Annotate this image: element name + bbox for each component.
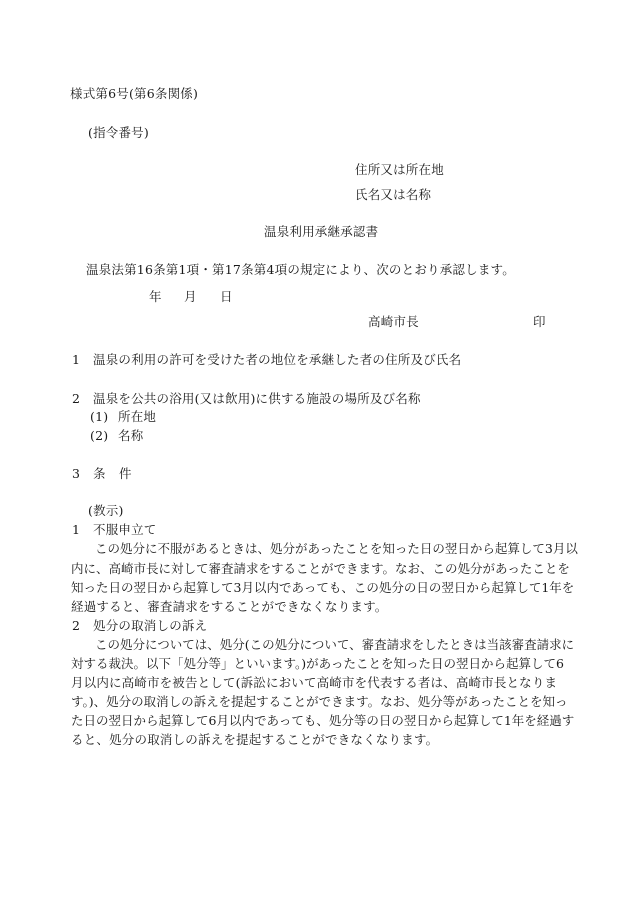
notice-sec2-line: ると、処分の取消しの訴えを提起することができなくなります。 [71, 732, 439, 747]
item2-sub2-number: (2) [90, 428, 109, 443]
notice-sec2-title: 処分の取消しの訴え [93, 618, 208, 633]
notice-sec2-line: 月以内に高崎市を被告として(訴訟において高崎市を代表する者は、高崎市長となりま [71, 675, 557, 690]
notice-sec2-number: 2 [72, 618, 81, 633]
item2-sub1-text: 所在地 [118, 409, 157, 424]
item3-label-a: 条 [93, 466, 106, 481]
notice-sec1-line: 内に、高崎市長に対して審査請求をすることができます。なお、この処分があったことを [71, 561, 570, 576]
name-label: 氏名又は名称 [355, 187, 432, 202]
item2-sub1-number: (1) [90, 409, 109, 424]
notice-sec1-number: 1 [72, 522, 81, 537]
item1-text: 温泉の利用の許可を受けた者の地位を承継した者の住所及び氏名 [93, 352, 462, 367]
notice-heading: (教示) [88, 503, 124, 518]
notice-sec1-line: この処分に不服があるときは、処分があったことを知った日の翌日から起算して3月以 [95, 541, 578, 556]
directive-number: (指令番号) [88, 125, 149, 140]
address-label: 住所又は所在地 [355, 162, 444, 177]
item2-sub2-text: 名称 [118, 428, 144, 443]
notice-sec2-line: た日の翌日から起算して6月以内であっても、処分等の日の翌日から起算して1年を経過す [71, 713, 575, 728]
item2-text: 温泉を公共の浴用(又は飲用)に供する施設の場所及び名称 [93, 391, 421, 406]
seal-mark: 印 [533, 314, 546, 329]
notice-sec1-line: 経過すると、審査請求をすることができなくなります。 [71, 599, 388, 614]
notice-sec1-title: 不服申立て [93, 522, 157, 537]
notice-sec2-line: 対する裁決。以下「処分等」といいます。)があったことを知った日の翌日から起算して6 [71, 656, 564, 671]
notice-sec1-line: 知った日の翌日から起算して3月以内であっても、この処分の日の翌日から起算して1年を [71, 580, 575, 595]
item3-label-b: 件 [119, 466, 132, 481]
document-title: 温泉利用承継承認書 [264, 224, 379, 239]
form-label: 様式第6号(第6条関係) [70, 86, 199, 101]
notice-sec2-line: この処分については、処分(この処分について、審査請求をしたときは当該審査請求に [95, 637, 575, 652]
date-year: 年 [149, 289, 162, 304]
approval-text: 温泉法第16条第1項・第17条第4項の規定により、次のとおり承認します。 [86, 262, 515, 277]
item2-number: 2 [72, 391, 81, 406]
date-day: 日 [220, 289, 233, 304]
item1-number: 1 [72, 352, 81, 367]
notice-sec2-line: す。)、処分の取消しの訴えを提起することができます。なお、処分等があったことを知っ [71, 694, 568, 709]
item3-number: 3 [72, 466, 81, 481]
date-month: 月 [184, 289, 197, 304]
issuer-title: 高崎市長 [368, 314, 419, 329]
